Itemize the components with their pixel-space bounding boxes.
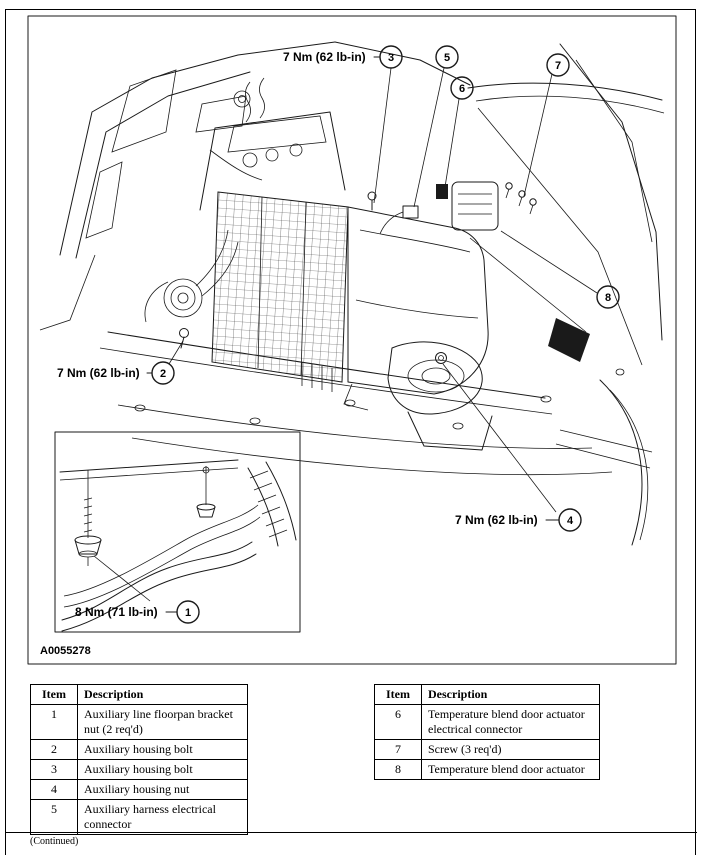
item-header: Item [31,685,78,705]
callout-2 [152,362,174,384]
inset-detail [55,432,300,632]
table-row [31,705,248,740]
screws-item7 [506,183,536,214]
torque-label-1: 8 Nm (71 lb-in) [75,605,158,619]
table-row [31,800,248,835]
callout-4 [559,509,581,531]
table-row [375,705,600,740]
torque-label-3: 7 Nm (62 lb-in) [283,50,366,64]
callout-4-number: 4 [566,515,574,527]
item-header: Item [375,685,422,705]
callout-6-number: 6 [458,83,466,95]
table-row [31,740,248,760]
hvac-unit-art [180,182,537,450]
leader-line-6 [445,99,459,187]
description-cell: Auxiliary housing nut [78,780,248,800]
callout-1 [177,601,199,623]
description-cell: Temperature blend door actuator [422,760,600,780]
description-header: Description [422,685,600,705]
description-cell: Temperature blend door actuator electrical connector [422,705,600,740]
table-row [31,780,248,800]
second-bracket-nut [197,504,215,517]
item-cell: 4 [31,780,78,800]
evaporator-core [212,192,348,382]
callout-7 [547,54,569,76]
description-cell: Screw (3 req'd) [422,740,600,760]
footer-rule [5,832,697,833]
legend-table-left [30,684,248,835]
callout-1-number: 1 [184,607,192,619]
leader-line-4 [443,364,556,512]
table-row [375,740,600,760]
item-cell: 5 [31,800,78,835]
leader-line-3 [374,68,391,203]
item-cell: 7 [375,740,422,760]
table-row [31,760,248,780]
table-header-row [31,685,248,705]
callout-5 [436,46,458,68]
description-header: Description [78,685,248,705]
housing-case [348,207,488,394]
torque-label-2: 7 Nm (62 lb-in) [57,366,140,380]
callout-3 [380,46,402,68]
figure-id: A0055278 [40,645,91,657]
nut-item4 [436,353,447,364]
item-cell: 6 [375,705,422,740]
callout-5-number: 5 [443,52,451,64]
engine-bay-art [40,42,664,545]
description-cell: Auxiliary line floorpan bracket nut (2 req'd) [78,705,248,740]
callout-7-number: 7 [554,60,562,72]
table-header-row [375,685,600,705]
actuator-connector [436,184,448,199]
item-cell: 2 [31,740,78,760]
legend-table-right [374,684,600,780]
callout-8-number: 8 [604,292,612,304]
table-row [375,760,600,780]
callout-leaders [94,57,597,612]
description-cell: Auxiliary housing bolt [78,740,248,760]
inset-border [55,432,300,632]
leader-line-1 [94,556,150,601]
item-cell: 8 [375,760,422,780]
item-cell: 1 [31,705,78,740]
leader-line-8 [501,231,597,293]
leader-line-7 [524,74,552,196]
description-cell: Auxiliary harness electrical connector [78,800,248,835]
harness-connector [403,206,418,218]
continued-note: (Continued) [30,836,79,847]
callout-2-number: 2 [159,368,167,380]
description-cell: Auxiliary housing bolt [78,760,248,780]
callout-3-number: 3 [387,52,395,64]
torque-label-4: 7 Nm (62 lb-in) [455,513,538,527]
blend-door-actuator [452,182,498,230]
floorpan-bracket-nut [75,536,101,566]
item-cell: 3 [31,760,78,780]
